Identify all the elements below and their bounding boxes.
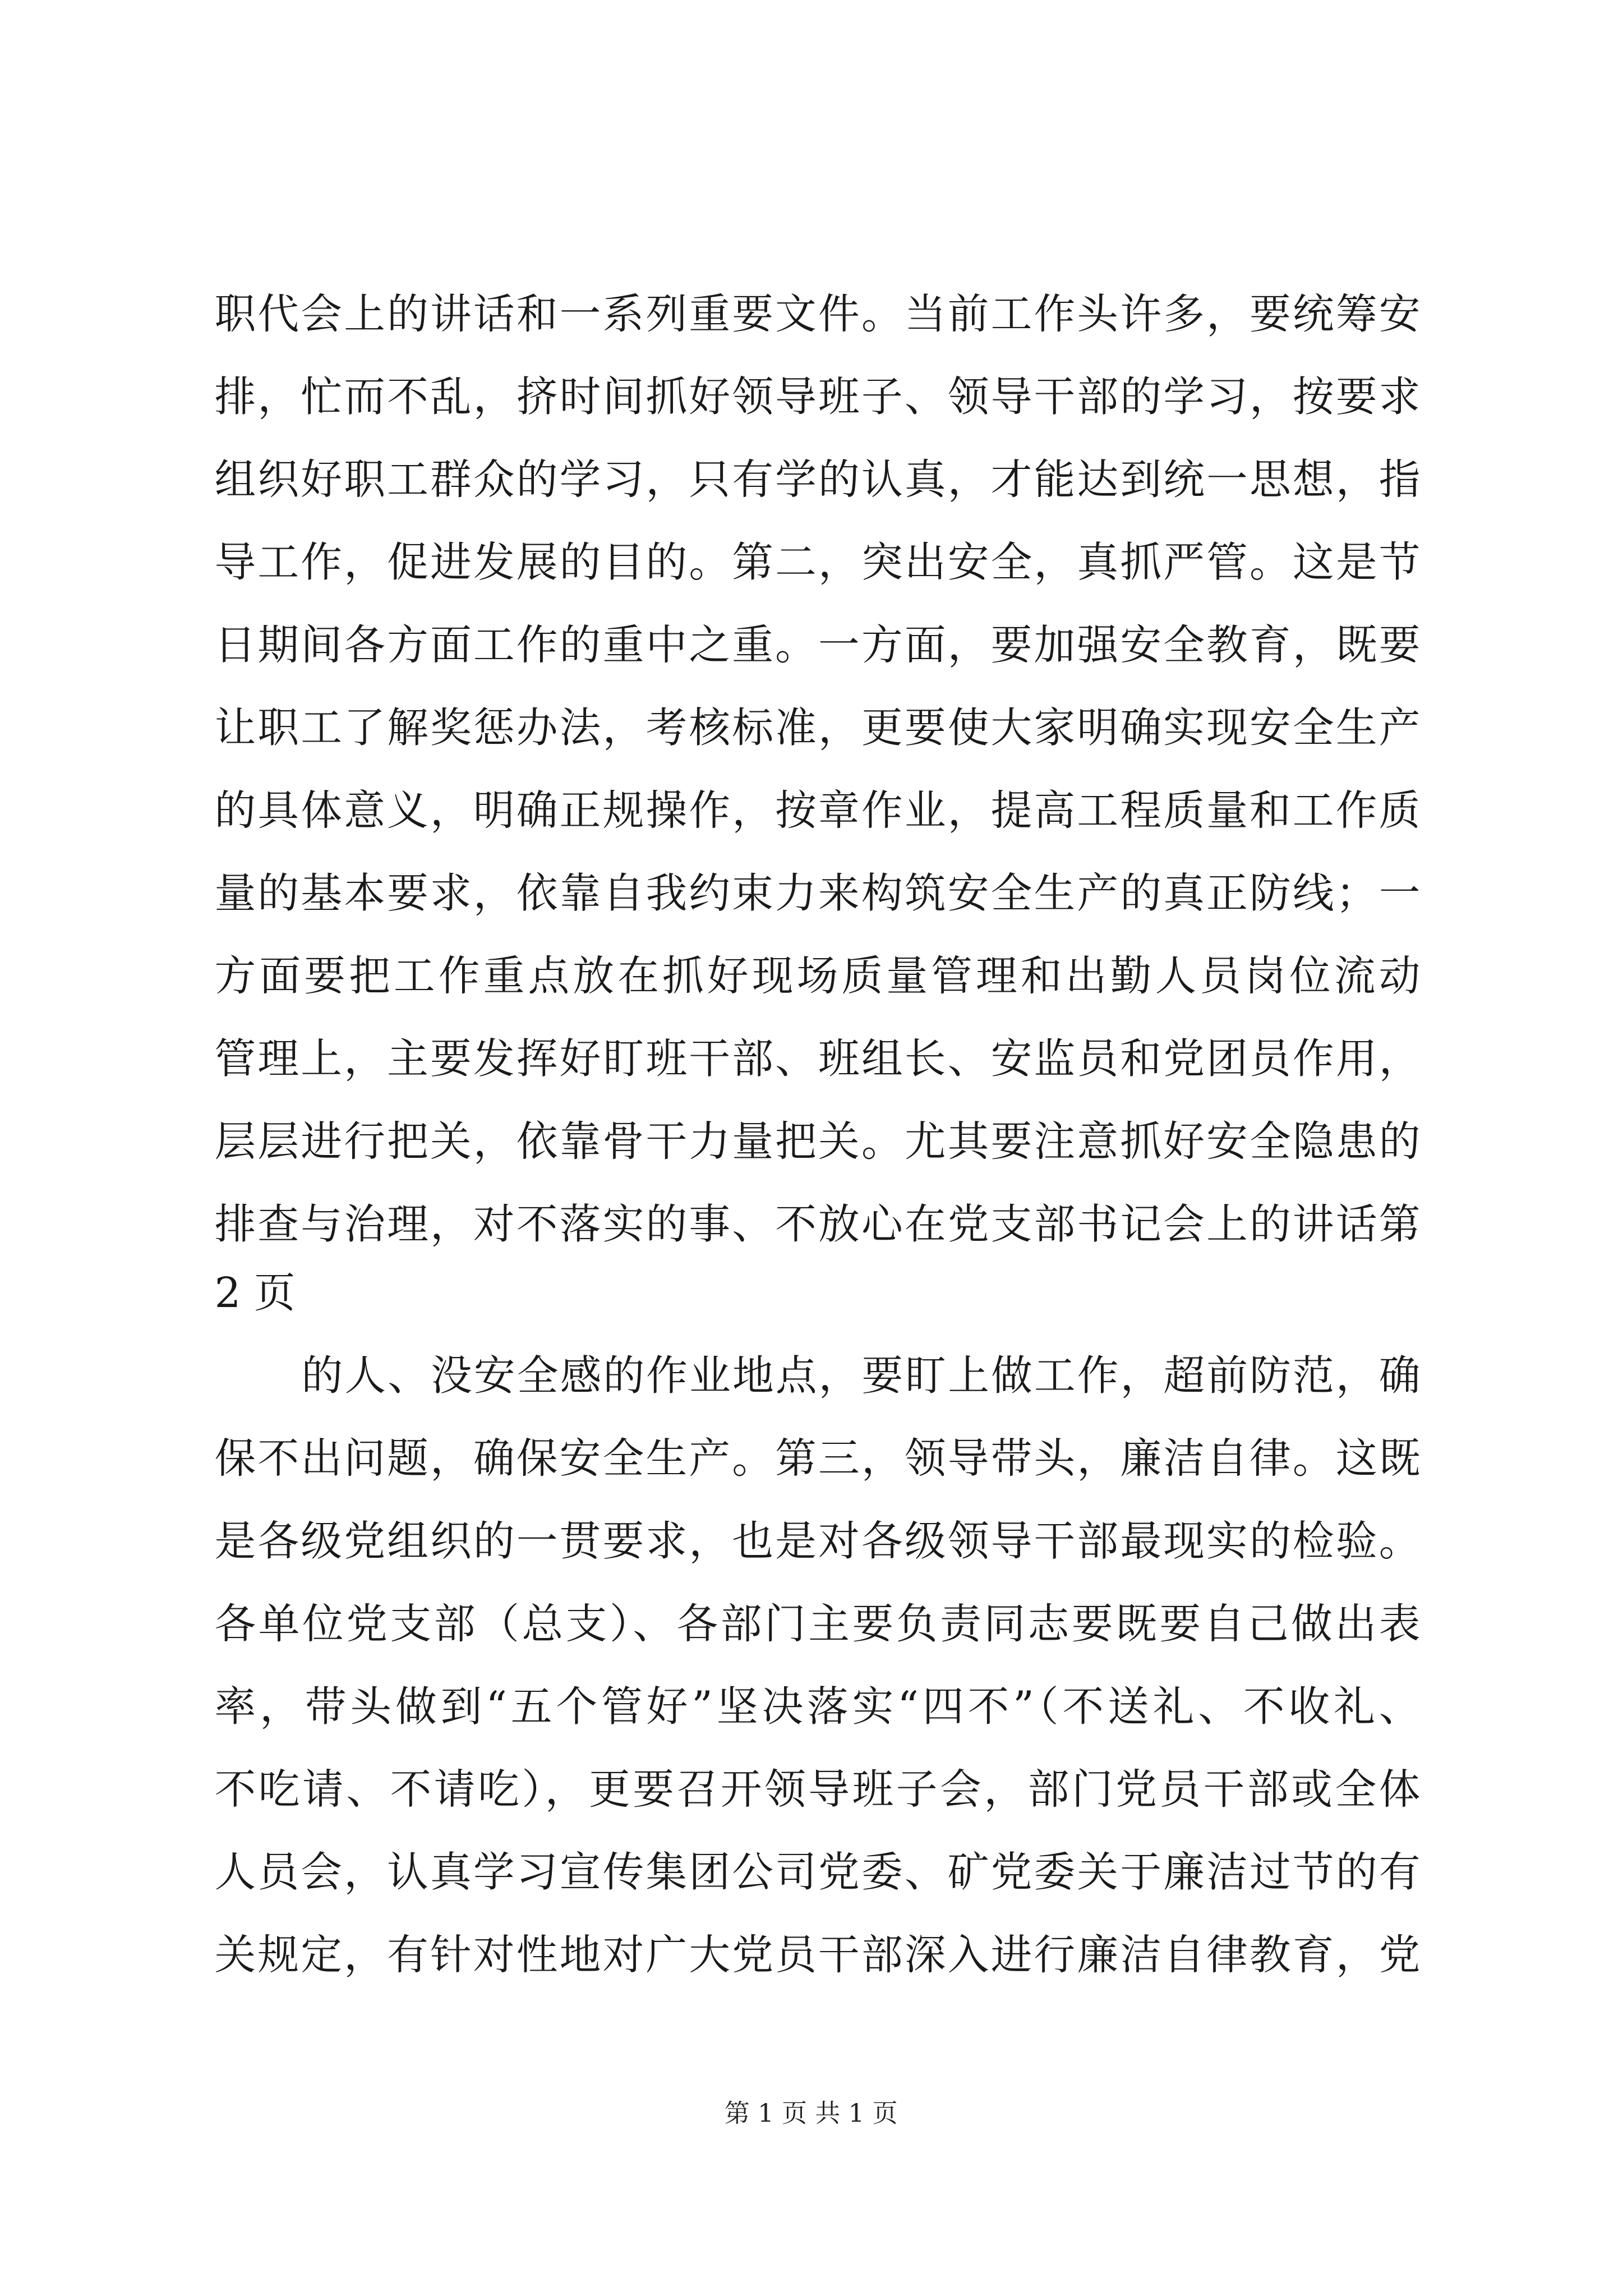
text-line: 方面要把工作重点放在抓好现场质量管理和出勤人员岗位流动 bbox=[214, 952, 1421, 1000]
text-line: 排，忙而不乱，挤时间抓好领导班子、领导干部的学习，按要求 bbox=[214, 373, 1421, 421]
text-line: 各单位党支部（总支）、各部门主要负责同志要既要自己做出表 bbox=[214, 1600, 1421, 1648]
text-line: 关规定，有针对性地对广大党员干部深入进行廉洁自律教育，党 bbox=[214, 1931, 1421, 1979]
text-line: 排查与治理，对不落实的事、不放心在党支部书记会上的讲话第 bbox=[214, 1200, 1421, 1248]
text-line: 让职工了解奖惩办法，考核标准，更要使大家明确实现安全生产 bbox=[214, 704, 1421, 752]
text-line: 职代会上的讲话和一系列重要文件。当前工作头许多，要统筹安 bbox=[214, 290, 1421, 338]
text-line: 管理上，主要发挥好盯班干部、班组长、安监员和党团员作用， bbox=[214, 1035, 1421, 1083]
text-line: 保不出问题，确保安全生产。第三，领导带头，廉洁自律。这既 bbox=[214, 1434, 1421, 1483]
text-line: 不吃请、不请吃），更要召开领导班子会，部门党员干部或全体 bbox=[214, 1765, 1421, 1814]
text-line: 率，带头做到“五个管好”坚决落实“四不”（不送礼、不收礼、 bbox=[214, 1683, 1421, 1731]
text-line: 日期间各方面工作的重中之重。一方面，要加强安全教育，既要 bbox=[214, 621, 1421, 669]
text-line: 的具体意义，明确正规操作，按章作业，提高工程质量和工作质 bbox=[214, 786, 1421, 835]
text-line: 人员会，认真学习宣传集团公司党委、矿党委关于廉洁过节的有 bbox=[214, 1848, 1421, 1896]
text-line: 是各级党组织的一贯要求，也是对各级领导干部最现实的检验。 bbox=[214, 1517, 1421, 1565]
text-line: 层层进行把关，依靠骨干力量把关。尤其要注意抓好安全隐患的 bbox=[214, 1117, 1421, 1166]
text-line: 量的基本要求，依靠自我约束力来构筑安全生产的真正防线；一 bbox=[214, 869, 1421, 917]
text-line: 组织好职工群众的学习，只有学的认真，才能达到统一思想，指 bbox=[214, 455, 1421, 504]
text-line: 的人、没安全感的作业地点，要盯上做工作，超前防范，确 bbox=[301, 1352, 1421, 1400]
page-footer: 第 1 页 共 1 页 bbox=[724, 2099, 898, 2129]
text-line: 导工作，促进发展的目的。第二，突出安全，真抓严管。这是节 bbox=[214, 539, 1421, 586]
text-line: 2 页 bbox=[214, 1269, 296, 1317]
